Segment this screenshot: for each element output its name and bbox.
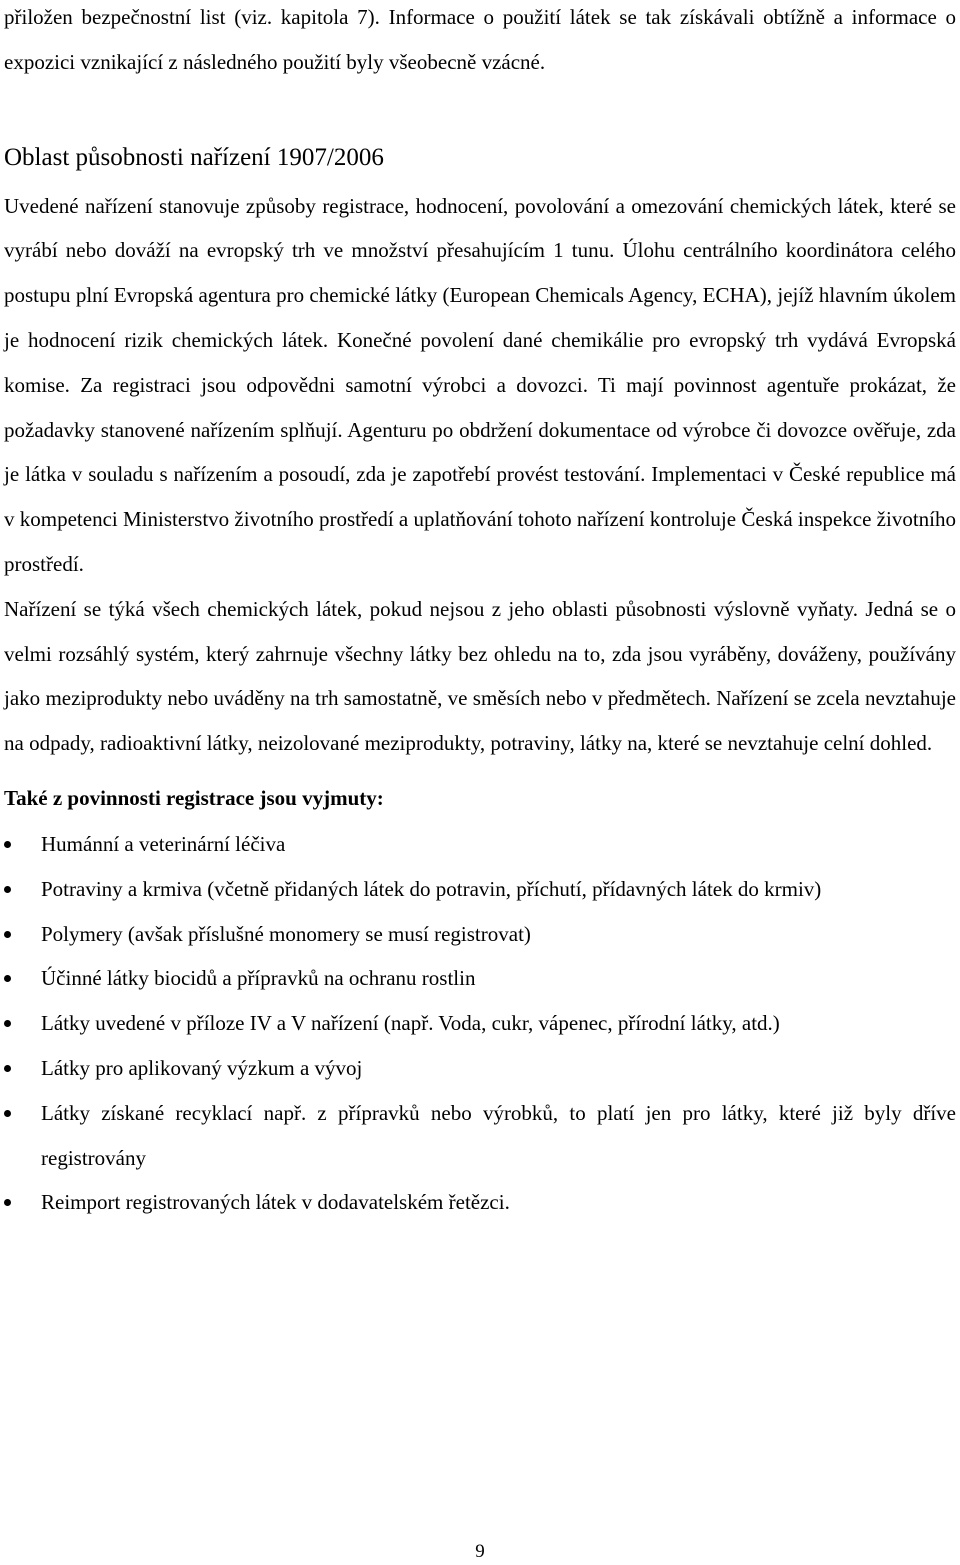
list-item-text: Účinné látky biocidů a přípravků na ochranu rostlin	[41, 966, 476, 991]
bullet-icon	[4, 975, 11, 982]
list-item-text: Reimport registrovaných látek v dodavatelském řetězci.	[41, 1190, 510, 1215]
list-item	[4, 1180, 956, 1225]
list-item	[4, 956, 956, 1001]
page-number: 9	[475, 1541, 485, 1562]
bullet-icon	[4, 1020, 11, 1027]
document-page	[4, 0, 956, 1225]
list-item	[4, 822, 956, 867]
scope-paragraph-2: Nařízení se týká všech chemických látek, pokud nejsou z jeho oblasti působnosti výslovně vyňaty. Jedná se o velmi rozsáhlý systém, který zahrnuje všechny látky bez ohledu na to, zda jsou vyráběny, dováženy, používány jako meziprodukty nebo uváděny na trh samostatně, ve směsích nebo v předmětech. Nařízení se zcela nevztahuje na odpady, radioaktivní látky, neizolované meziprodukty, potraviny, látky na, které se nevztahuje celní dohled.	[4, 596, 956, 756]
list-item	[4, 1046, 956, 1091]
exemptions-list	[4, 822, 956, 1225]
section-heading: Oblast působnosti nařízení 1907/2006	[4, 143, 384, 171]
list-item-text: Polymery (avšak příslušné monomery se musí registrovat)	[41, 921, 531, 946]
list-item	[4, 912, 956, 957]
list-item	[4, 1091, 956, 1181]
list-item	[4, 1001, 956, 1046]
bullet-icon	[4, 931, 11, 938]
bullet-icon	[4, 1110, 11, 1117]
list-item-text: Humánní a veterinární léčiva	[41, 831, 286, 856]
exemptions-heading: Také z povinnosti registrace jsou vyjmuty:	[4, 785, 384, 810]
list-item-text: Potraviny a krmiva (včetně přidaných látek do potravin, příchutí, přídavných látek do krmiv)	[41, 876, 822, 901]
list-item-text: Látky uvedené v příloze IV a V nařízení (např. Voda, cukr, vápenec, přírodní látky, atd.)	[41, 1011, 780, 1036]
bullet-icon	[4, 841, 11, 848]
intro-paragraph: přiložen bezpečnostní list (viz. kapitola 7). Informace o použití látek se tak získávali obtížně a informace o expozici vznikající z následného použití byly všeobecně vzácné.	[4, 5, 956, 74]
list-item-text: Látky pro aplikovaný výzkum a vývoj	[41, 1055, 363, 1080]
bullet-icon	[4, 1065, 11, 1072]
list-item	[4, 867, 956, 912]
bullet-icon	[4, 1199, 11, 1206]
scope-paragraph-1: Uvedené nařízení stanovuje způsoby registrace, hodnocení, povolování a omezování chemických látek, které se vyrábí nebo dováží na evropský trh ve množství přesahujícím 1 tunu. Úlohu centrálního koordinátora celého postupu plní Evropská agentura pro chemické látky (European Chemicals Agency, ECHA), jejíž hlavním úkolem je hodnocení rizik chemických látek. Konečné povolení dané chemikálie pro evropský trh vydává Evropská komise. Za registraci jsou odpovědni samotní výrobci a dovozci. Ti mají povinnost agentuře prokázat, že požadavky stanovené nařízením splňují. Agenturu po obdržení dokumentace od výrobce či dovozce ověřuje, zda je látka v souladu s nařízením a posoudí, zda je zapotřebí provést testování. Implementaci v České republice má v kompetenci Ministerstvo životního prostředí a uplatňování tohoto nařízení kontroluje Česká inspekce životního prostředí.	[4, 193, 956, 576]
list-item-text: Látky získané recyklací např. z přípravků nebo výrobků, to platí jen pro látky, které již byly dříve registrovány	[41, 1100, 956, 1170]
bullet-icon	[4, 886, 11, 893]
